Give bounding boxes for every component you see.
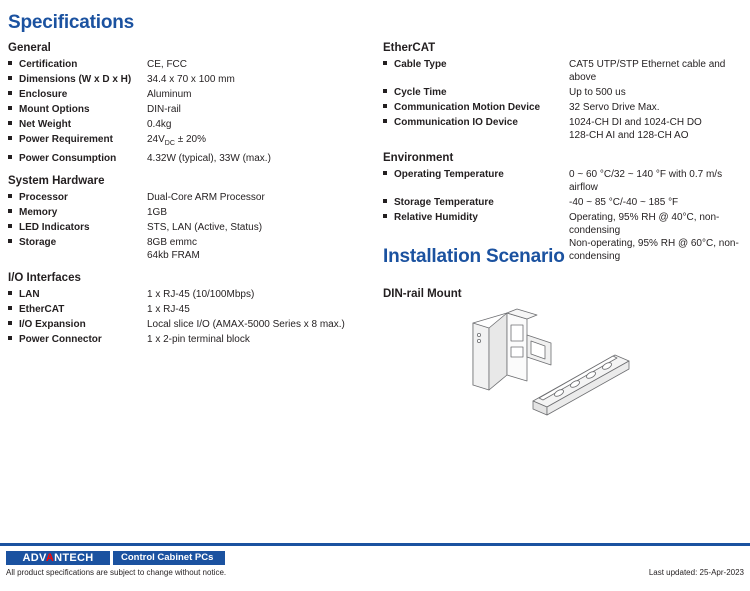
table-row bbox=[8, 287, 368, 302]
table-row bbox=[8, 332, 368, 347]
spec-label: Power Consumption bbox=[19, 153, 117, 164]
table-row bbox=[8, 117, 368, 132]
table-row bbox=[8, 57, 368, 72]
spec-label: Enclosure bbox=[19, 89, 68, 100]
spec-label: Storage Temperature bbox=[394, 197, 494, 208]
spec-label: Power Requirement bbox=[19, 134, 113, 145]
table-row bbox=[383, 100, 750, 115]
spec-label: Mount Options bbox=[19, 104, 90, 115]
spec-value: 1GB bbox=[147, 207, 168, 218]
spec-value: $24V_{DC} \pm 20\%$ bbox=[147, 134, 206, 147]
footer-divider bbox=[0, 543, 750, 546]
last-updated-text: Last updated: 25-Apr-2023 bbox=[648, 568, 744, 577]
spec-label: EtherCAT bbox=[19, 304, 65, 315]
spec-value-line: Operating, 95% RH @ 40°C, non-condensing bbox=[569, 212, 720, 236]
table-row bbox=[8, 317, 368, 332]
spec-value: Local slice I/O (AMAX-5000 Series x 8 max.) bbox=[147, 319, 345, 330]
spec-value-line: 1024-CH DI and 1024-CH DO bbox=[569, 117, 702, 128]
spec-label: Storage bbox=[19, 237, 57, 248]
spec-table bbox=[8, 190, 368, 263]
spec-label: Power Connector bbox=[19, 334, 102, 345]
spec-label: Relative Humidity bbox=[394, 212, 478, 223]
spec-group-io-interfaces bbox=[8, 272, 368, 347]
bullet-icon bbox=[383, 195, 394, 210]
table-row bbox=[8, 302, 368, 317]
spec-value-line: 64kb FRAM bbox=[147, 250, 200, 261]
spec-value-line: 8GB emmc bbox=[147, 237, 198, 248]
spec-label: Dimensions (W x D x H) bbox=[19, 74, 132, 85]
group-heading: Environment bbox=[383, 152, 454, 164]
table-row bbox=[8, 235, 368, 263]
spec-value: 0 ~ 60 °C/32 ~ 140 °F with 0.7 m/s airflow bbox=[569, 169, 723, 193]
spec-value: 1 x 2-pin terminal block bbox=[147, 334, 250, 345]
spec-table bbox=[8, 57, 368, 166]
spec-value: 1 x RJ-45 bbox=[147, 304, 190, 315]
spec-table bbox=[383, 57, 750, 143]
bullet-icon bbox=[383, 167, 394, 195]
table-row bbox=[8, 205, 368, 220]
spec-value bbox=[569, 115, 750, 143]
spec-value: STS, LAN (Active, Status) bbox=[147, 222, 263, 233]
bullet-icon bbox=[8, 220, 19, 235]
spec-value: DIN-rail bbox=[147, 104, 181, 115]
spec-label: Cycle Time bbox=[394, 87, 447, 98]
bullet-icon bbox=[8, 317, 19, 332]
spec-value: 1 x RJ-45 (10/100Mbps) bbox=[147, 289, 255, 300]
bullet-icon bbox=[383, 85, 394, 100]
spec-value: 32 Servo Drive Max. bbox=[569, 102, 660, 113]
disclaimer-text: All product specifications are subject to change without notice. bbox=[6, 568, 227, 577]
bullet-icon bbox=[8, 132, 19, 151]
specs-right-column bbox=[383, 42, 750, 273]
spec-label: Processor bbox=[19, 192, 68, 203]
bullet-icon bbox=[8, 287, 19, 302]
spec-value: CAT5 UTP/STP Ethernet cable and above bbox=[569, 59, 726, 83]
spec-group-ethercat bbox=[383, 42, 750, 143]
advantech-logo: ADVANTECH bbox=[6, 551, 110, 565]
bullet-icon bbox=[383, 57, 394, 85]
spec-label: Net Weight bbox=[19, 119, 72, 130]
bullet-icon bbox=[383, 100, 394, 115]
spec-value bbox=[569, 210, 750, 264]
spec-value: -40 ~ 85 °C/-40 ~ 185 °F bbox=[569, 197, 679, 208]
bullet-icon bbox=[383, 115, 394, 143]
table-row bbox=[8, 72, 368, 87]
table-row bbox=[8, 87, 368, 102]
spec-label: Operating Temperature bbox=[394, 169, 504, 180]
spec-value-line: 128-CH AI and 128-CH AO bbox=[569, 130, 689, 141]
spec-value: 4.32W (typical), 33W (max.) bbox=[147, 153, 271, 164]
spec-label: Communication Motion Device bbox=[394, 102, 541, 113]
spec-value: 34.4 x 70 x 100 mm bbox=[147, 74, 235, 85]
spec-value: 0.4kg bbox=[147, 119, 172, 130]
bullet-icon bbox=[8, 117, 19, 132]
table-row bbox=[383, 167, 750, 195]
spec-value: Aluminum bbox=[147, 89, 192, 100]
installation-scenario-title: Installation Scenario bbox=[383, 246, 565, 267]
spec-value-line: Non-operating, 95% RH @ 60°C, non-condensing bbox=[569, 238, 739, 262]
table-row bbox=[383, 115, 750, 143]
specs-left-column bbox=[8, 42, 368, 356]
table-row bbox=[8, 190, 368, 205]
bullet-icon bbox=[8, 102, 19, 117]
bullet-icon bbox=[8, 87, 19, 102]
spec-label: I/O Expansion bbox=[19, 319, 86, 330]
product-category-label: Control Cabinet PCs bbox=[113, 551, 225, 565]
group-heading: General bbox=[8, 42, 51, 54]
spec-value: Up to 500 us bbox=[569, 87, 626, 98]
spec-value bbox=[147, 235, 368, 263]
table-row bbox=[8, 132, 368, 151]
group-heading: System Hardware bbox=[8, 175, 105, 187]
spec-label: Certification bbox=[19, 59, 78, 70]
spec-value: Dual-Core ARM Processor bbox=[147, 192, 265, 203]
spec-label: Memory bbox=[19, 207, 58, 218]
spec-label: Communication IO Device bbox=[394, 117, 518, 128]
bullet-icon bbox=[8, 190, 19, 205]
table-row bbox=[383, 85, 750, 100]
bullet-icon bbox=[8, 302, 19, 317]
spec-label: Cable Type bbox=[394, 59, 447, 70]
table-row bbox=[383, 57, 750, 85]
table-row bbox=[8, 220, 368, 235]
dinrail-mount-subheading: DIN-rail Mount bbox=[383, 288, 462, 300]
spec-table bbox=[8, 287, 368, 347]
page-title: Specifications bbox=[8, 12, 135, 33]
group-heading: EtherCAT bbox=[383, 42, 436, 54]
table-row bbox=[383, 195, 750, 210]
bullet-icon bbox=[8, 72, 19, 87]
spec-label: LAN bbox=[19, 289, 40, 300]
spec-value: CE, FCC bbox=[147, 59, 187, 70]
bullet-icon bbox=[8, 332, 19, 347]
table-row bbox=[8, 102, 368, 117]
table-row bbox=[8, 151, 368, 166]
spec-label: LED Indicators bbox=[19, 222, 90, 233]
spec-group-general bbox=[8, 42, 368, 166]
group-heading: I/O Interfaces bbox=[8, 272, 81, 284]
bullet-icon bbox=[8, 57, 19, 72]
spec-group-system-hardware bbox=[8, 175, 368, 263]
bullet-icon bbox=[8, 235, 19, 263]
bullet-icon bbox=[8, 205, 19, 220]
bullet-icon bbox=[8, 151, 19, 166]
din-rail-mount-illustration bbox=[455, 305, 645, 425]
